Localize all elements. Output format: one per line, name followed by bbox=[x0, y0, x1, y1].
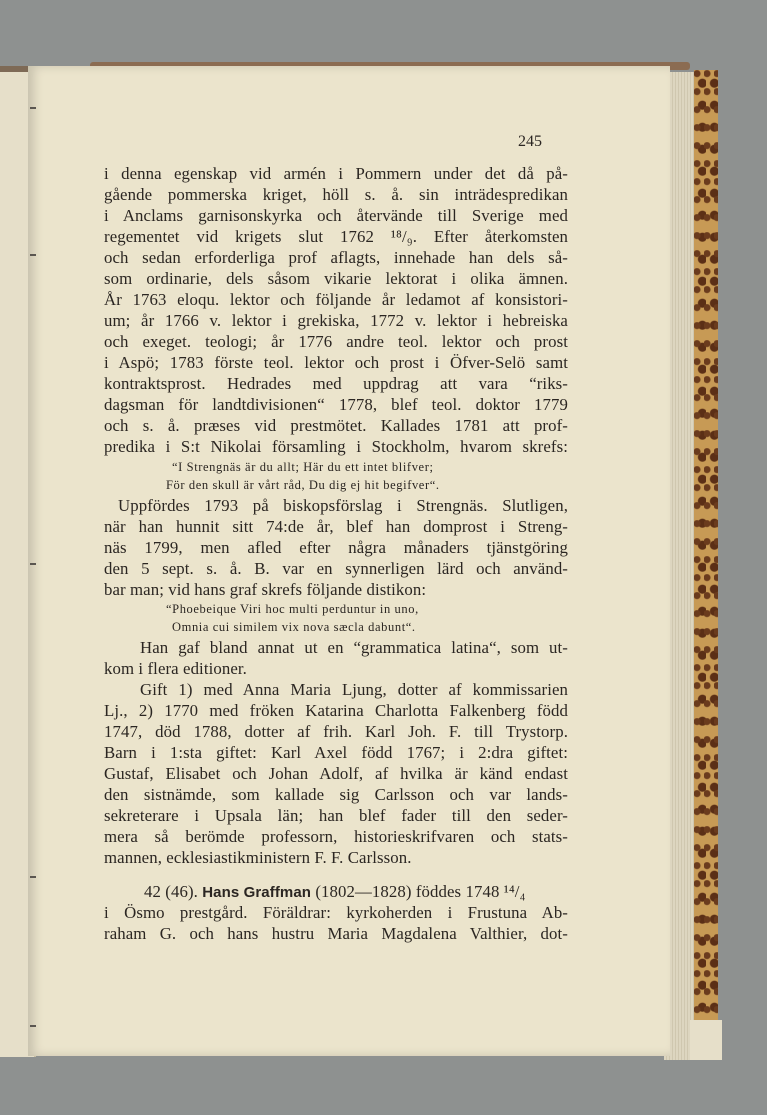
book-cover bbox=[694, 70, 718, 1060]
text-line: och exeget. teologi; år 1776 andre teol. lektor och prost bbox=[104, 332, 568, 351]
text-line: mera så berömde professorn, historieskrifvaren och stats- bbox=[104, 827, 568, 846]
text-line: som ordinarie, dels såsom vikarie lektorat i olika ämnen. bbox=[104, 269, 568, 288]
margin-mark bbox=[30, 107, 36, 109]
margin-mark bbox=[30, 254, 36, 256]
text-line: i Aspö; 1783 förste teol. lektor och prost i Öfver-Selö samt bbox=[104, 353, 568, 372]
margin-mark bbox=[30, 1025, 36, 1027]
text-line: Gift 1) med Anna Maria Ljung, dotter af kommissarien bbox=[140, 680, 568, 699]
margin-mark bbox=[30, 876, 36, 878]
margin-mark bbox=[30, 563, 36, 565]
text-line: sekreterare i Upsala län; han blef fader till den seder- bbox=[104, 806, 568, 825]
text-line: predika i S:t Nikolai församling i Stockholm, hvarom skrefs: bbox=[104, 437, 568, 456]
text-line: och s. å. præses vid prestmötet. Kallades 1781 att prof- bbox=[104, 416, 568, 435]
entry-dates: (1802—1828) föddes 1748 ¹⁴/₄ bbox=[315, 882, 526, 901]
text-line: i Ösmo prestgård. Föräldrar: kyrkoherden i Frustuna Ab- bbox=[104, 903, 568, 922]
quote-line: “Phoebeique Viri hoc multi perduntur in uno, bbox=[166, 602, 419, 616]
text-line: kom i flera editioner. bbox=[104, 659, 247, 678]
text-line: Lj., 2) 1770 med fröken Katarina Charlotta Falkenberg född bbox=[104, 701, 568, 720]
entry-heading bbox=[144, 882, 526, 902]
text-line: mannen, ecklesiastikministern F. F. Carlsson. bbox=[104, 848, 412, 867]
text-line: dagsman för landtdivisionen“ 1778, blef teol. doktor 1779 bbox=[104, 395, 568, 414]
text-line: Barn i 1:sta giftet: Karl Axel född 1767; i 2:dra giftet: bbox=[104, 743, 568, 762]
text-line: regementet vid krigets slut 1762 ¹⁸/₉. Efter återkomsten bbox=[104, 227, 568, 246]
text-line: i denna egenskap vid armén i Pommern under det då på- bbox=[104, 164, 568, 183]
cover-corner bbox=[690, 1020, 722, 1060]
text-line: um; år 1766 v. lektor i grekiska, 1772 v. lektor i hebreiska bbox=[104, 311, 568, 330]
text-line: den sistnämde, som kallade sig Carlsson och var lands- bbox=[104, 785, 568, 804]
text-line: Han gaf bland annat ut en “grammatica latina“, som ut- bbox=[140, 638, 568, 657]
page-number: 245 bbox=[518, 133, 542, 150]
text-line: 1747, död 1788, dotter af frih. Karl Joh. F. till Trystorp. bbox=[104, 722, 568, 741]
text-line: när han hunnit sitt 74:de år, blef han domprost i Streng- bbox=[104, 517, 568, 536]
text-line: raham G. och hans hustru Maria Magdalena Valthier, dot- bbox=[104, 924, 568, 943]
entry-number: 42 (46). bbox=[144, 882, 198, 901]
quote-line: Omnia cui similem vix nova sæcla dabunt“. bbox=[172, 620, 416, 634]
text-line: näs 1799, men afled efter några månaders tjänstgöring bbox=[104, 538, 568, 557]
text-line: och sedan erforderliga prof aflagts, innehade han dels så- bbox=[104, 248, 568, 267]
entry-name: Hans Graffman bbox=[202, 884, 312, 901]
quote-line: För den skull är vårt råd, Du dig ej hit begifver“. bbox=[166, 478, 440, 492]
text-line: i Anclams garnisonskyrka och återvände till Sverige med bbox=[104, 206, 568, 225]
text-line: bar man; vid hans graf skrefs följande distikon: bbox=[104, 580, 427, 599]
text-line: den 5 sept. s. å. B. var en synnerligen lärd och använd- bbox=[104, 559, 568, 578]
text-line: År 1763 eloqu. lektor och följande år ledamot af konsistori- bbox=[104, 290, 568, 309]
quote-line: “I Strengnäs är du allt; Här du ett intet blifver; bbox=[172, 460, 434, 474]
text-line: Uppfördes 1793 på biskopsförslag i Strengnäs. Slutligen, bbox=[118, 496, 568, 515]
text-line: Gustaf, Elisabet och Johan Adolf, af hvilka är känd endast bbox=[104, 764, 568, 783]
text-line: gående pommerska kriget, höll s. å. sin inträdespredikan bbox=[104, 185, 568, 204]
text-line: kontraktsprost. Hedrades med uppdrag att vara “riks- bbox=[104, 374, 568, 393]
